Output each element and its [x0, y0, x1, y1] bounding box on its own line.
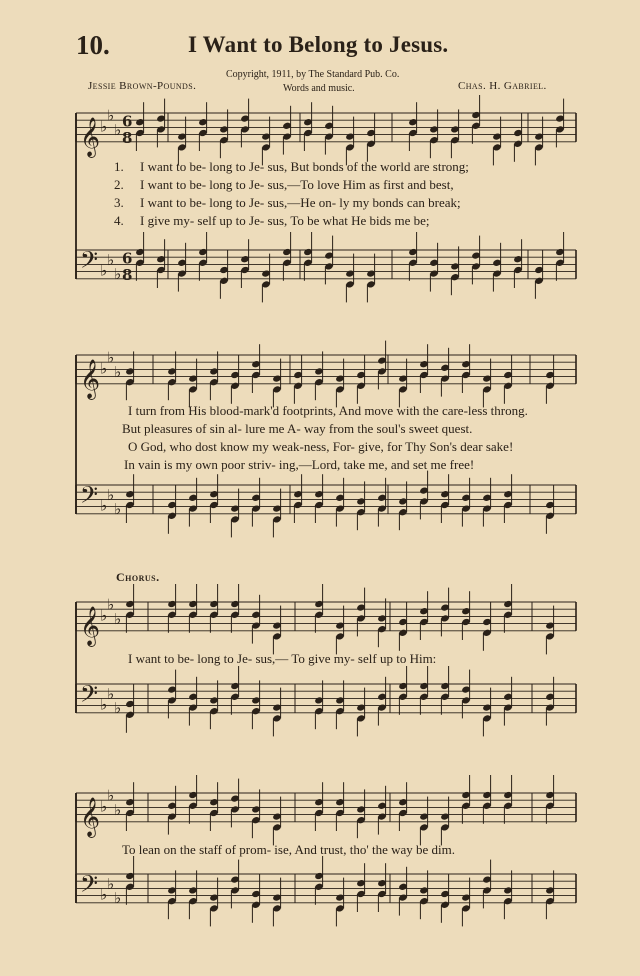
lyric-line: O God, who dost know my weak-ness, For- give, for Thy Son's dear sake! [128, 439, 514, 454]
lyric-line: I turn from His blood-mark'd footprints, And move with the care-less throng. [128, 403, 528, 418]
treble-clef-icon: 𝄞 [80, 796, 101, 837]
flat-sign-icon: ♭ [107, 348, 115, 367]
flat-sign-icon: ♭ [100, 606, 108, 625]
flat-sign-icon: ♭ [100, 261, 108, 280]
flat-sign-icon: ♭ [107, 106, 115, 125]
flat-sign-icon: ♭ [114, 801, 122, 819]
bass-clef-icon: 𝄢 [80, 870, 99, 903]
chorus-lyric-line: I want to be- long to Je- sus,— To give my- self up to Him: [128, 651, 437, 666]
time-signature-bottom: 8 [122, 265, 133, 284]
flat-sign-icon: ♭ [107, 485, 115, 504]
verse-number: 2. [114, 177, 124, 192]
verse-number: 3. [114, 195, 124, 210]
flat-sign-icon: ♭ [100, 359, 108, 378]
flat-sign-icon: ♭ [114, 363, 122, 381]
lyric-line: I want to be- long to Je- sus, But bonds of the world are strong; [140, 159, 469, 174]
flat-sign-icon: ♭ [100, 885, 108, 904]
credit-words-music: Words and music. [283, 83, 355, 94]
treble-clef-icon: 𝄞 [80, 605, 101, 646]
flat-sign-icon: ♭ [114, 889, 122, 908]
chorus-lyric-line: To lean on the staff of prom- ise, And trust, tho' the way be dim. [122, 842, 455, 857]
lyric-line: I want to be- long to Je- sus,—He on- ly my bonds can break; [140, 195, 461, 210]
flat-sign-icon: ♭ [100, 797, 108, 816]
bass-clef-icon: 𝄢 [80, 246, 99, 279]
flat-sign-icon: ♭ [114, 610, 122, 628]
bass-clef-icon: 𝄢 [80, 680, 99, 713]
flat-sign-icon: ♭ [114, 500, 122, 519]
time-signature-top: 6 [122, 249, 133, 268]
time-signature-top: 6 [122, 112, 133, 131]
treble-clef-icon: 𝄞 [80, 358, 101, 399]
flat-sign-icon: ♭ [107, 786, 115, 805]
flat-sign-icon: ♭ [100, 496, 108, 515]
flat-sign-icon: ♭ [107, 684, 115, 703]
composer-name: Chas. H. Gabriel. [458, 80, 547, 92]
flat-sign-icon: ♭ [114, 265, 122, 284]
verse-number: 4. [114, 213, 124, 228]
hymn-title: I Want to Belong to Jesus. [188, 32, 449, 57]
flat-sign-icon: ♭ [107, 595, 115, 614]
lyric-line: But pleasures of sin al- lure me A- way from the soul's sweet quest. [122, 421, 473, 436]
hymn-number: 10. [76, 30, 110, 60]
flat-sign-icon: ♭ [100, 695, 108, 714]
copyright-notice: Copyright, 1911, by The Standard Pub. Co. [226, 69, 400, 80]
chorus-label: Chorus. [116, 570, 160, 584]
flat-sign-icon: ♭ [100, 117, 108, 136]
flat-sign-icon: ♭ [107, 250, 115, 269]
lyric-line: In vain is my own poor striv- ing,—Lord, take me, and set me free! [124, 457, 475, 472]
flat-sign-icon: ♭ [107, 874, 115, 893]
bass-clef-icon: 𝄢 [80, 481, 99, 514]
verse-number: 1. [114, 159, 124, 174]
lyric-line: I give my- self up to Je- sus, To be what He bids me be; [140, 213, 430, 228]
time-signature-bottom: 8 [122, 128, 133, 147]
author-name: Jessie Brown-Pounds. [88, 80, 197, 92]
flat-sign-icon: ♭ [114, 121, 122, 139]
flat-sign-icon: ♭ [114, 699, 122, 718]
treble-clef-icon: 𝄞 [80, 116, 101, 157]
lyric-line: I want to be- long to Je- sus,—To love Him as first and best, [140, 177, 454, 192]
